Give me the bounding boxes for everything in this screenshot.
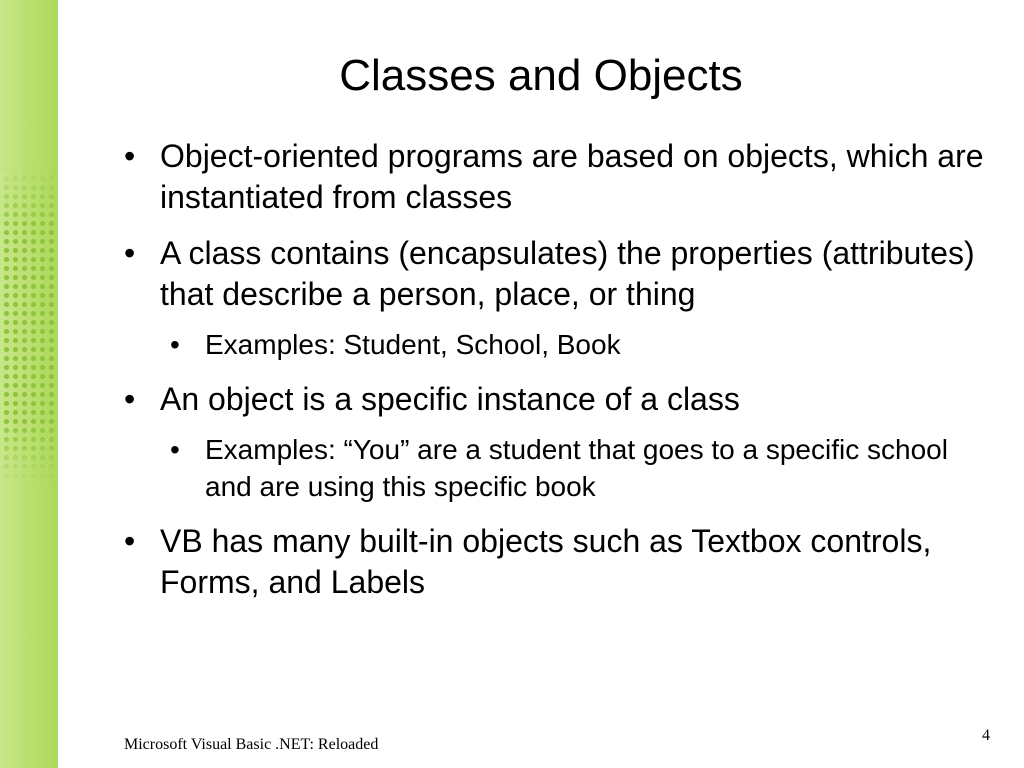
bullet-marker: • (170, 434, 180, 465)
dot-pattern-decoration (0, 165, 58, 485)
bullet-item (120, 379, 1000, 420)
sub-bullet-item (120, 431, 1000, 505)
bullet-text: Object-oriented programs are based on objects, which are instantiated from classes (160, 138, 984, 215)
bullet-text: An object is a specific instance of a class (160, 381, 740, 417)
sub-bullet-text: Examples: “You” are a student that goes to a specific school and are using this specific book (205, 434, 948, 502)
bullet-marker: • (170, 329, 180, 360)
bullet-item (120, 136, 1000, 218)
bullet-item (120, 233, 1000, 315)
bullet-list (120, 136, 1000, 618)
page-number: 4 (982, 727, 990, 744)
bullet-marker: • (124, 523, 136, 559)
sub-bullet-text: Examples: Student, School, Book (205, 329, 621, 360)
bullet-text: VB has many built-in objects such as Textbox controls, Forms, and Labels (160, 523, 932, 600)
footer-text: Microsoft Visual Basic .NET: Reloaded (124, 736, 379, 753)
bullet-text: A class contains (encapsulates) the properties (attributes) that describe a person, place, or thing (160, 235, 975, 312)
slide-title: Classes and Objects (339, 51, 743, 100)
bullet-marker: • (124, 138, 136, 174)
sub-bullet-item (120, 326, 1000, 363)
bullet-item (120, 521, 1000, 603)
decorative-side-band (0, 0, 58, 768)
bullet-marker: • (124, 381, 136, 417)
bullet-marker: • (124, 235, 136, 271)
